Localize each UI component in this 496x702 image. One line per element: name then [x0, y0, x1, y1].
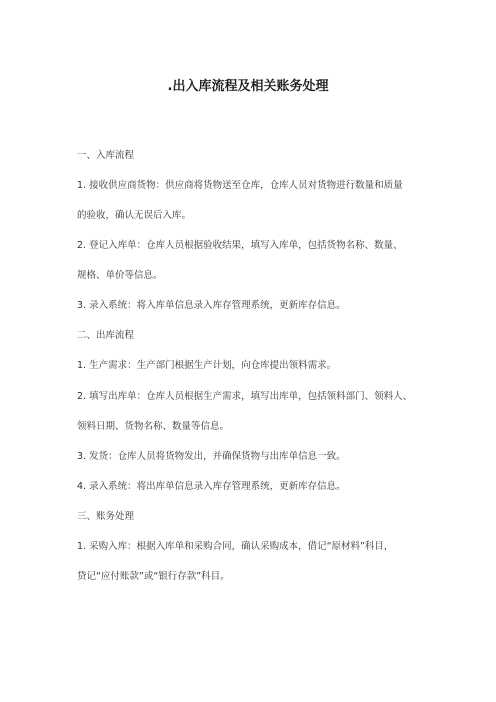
- paragraph-line: 3. 发货：仓库人员将货物发出，并确保货物与出库单信息一致。: [77, 451, 346, 462]
- list-item: [77, 234, 437, 258]
- list-item-continuation: [77, 565, 437, 589]
- section-heading: 一、入库流程: [77, 150, 135, 161]
- list-item: [77, 475, 437, 499]
- section-outbound: [77, 324, 437, 348]
- list-item: [77, 354, 437, 378]
- list-item: [77, 445, 437, 469]
- paragraph-line: 4. 录入系统：将出库单信息录入库存管理系统，更新库存信息。: [77, 481, 346, 492]
- paragraph-line: 贷记“应付账款”或“银行存款”科目。: [77, 571, 230, 582]
- list-item: [77, 294, 437, 318]
- section-heading: 三、账务处理: [77, 511, 135, 522]
- section-accounting: [77, 505, 437, 529]
- list-item: [77, 174, 437, 198]
- paragraph-line: 1. 生产需求：生产部门根据生产计划，向仓库提出领料需求。: [77, 360, 337, 371]
- section-heading: 二、出库流程: [77, 330, 135, 341]
- paragraph-line: 2. 登记入库单：仓库人员根据验收结果，填写入库单，包括货物名称、数量、: [77, 240, 403, 251]
- paragraph-line: 规格、单价等信息。: [77, 270, 163, 281]
- paragraph-line: 3. 录入系统：将入库单信息录入库存管理系统，更新库存信息。: [77, 300, 346, 311]
- list-item-continuation: [77, 204, 437, 228]
- list-item: [77, 535, 437, 559]
- paragraph-line: 的验收，确认无误后入库。: [77, 210, 192, 221]
- paragraph-line: 领料日期、货物名称、数量等信息。: [77, 421, 230, 432]
- paragraph-line: 1. 采购入库：根据入库单和采购合同，确认采购成本，借记“原材料”科目，: [77, 541, 394, 552]
- list-item-continuation: [77, 264, 437, 288]
- section-inbound: [77, 144, 437, 168]
- document-title: .出入库流程及相关账务处理: [167, 79, 329, 94]
- list-item-continuation: [77, 415, 437, 439]
- paragraph-line: 2. 填写出库单：仓库人员根据生产需求，填写出库单，包括领料部门、领料人、: [77, 391, 413, 402]
- paragraph-line: 1. 接收供应商货物：供应商将货物送至仓库，仓库人员对货物进行数量和质量: [77, 180, 403, 191]
- list-item: [77, 385, 437, 409]
